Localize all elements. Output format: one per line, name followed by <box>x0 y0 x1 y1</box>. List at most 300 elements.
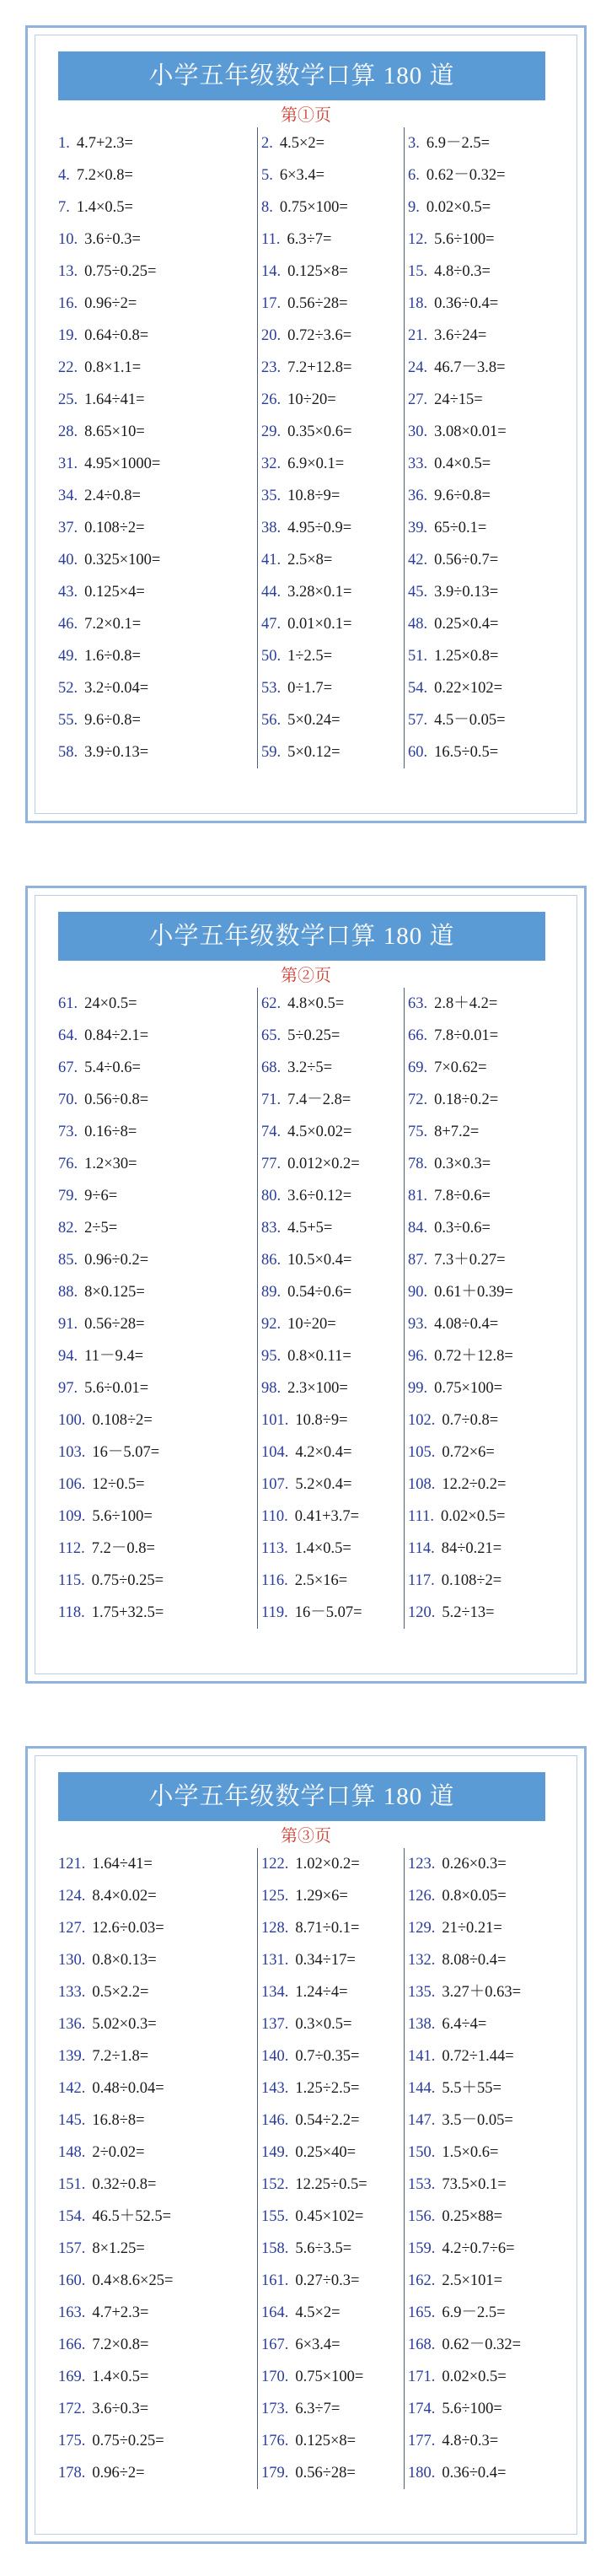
problem-item <box>58 2233 257 2265</box>
problem-number: 127. <box>58 1920 86 1937</box>
problem-item <box>261 224 404 256</box>
problem-item <box>408 320 545 352</box>
problem-expression: 7.2－0.8= <box>91 1540 155 1557</box>
problem-item <box>408 608 545 640</box>
problem-number: 35. <box>261 488 282 504</box>
problem-item <box>261 127 404 159</box>
problem-number: 27. <box>408 391 428 408</box>
problem-number: 156. <box>408 2208 436 2225</box>
problem-expression: 12÷0.5= <box>92 1476 145 1493</box>
problem-number: 32. <box>261 455 282 472</box>
problem-expression: 2.5×101= <box>442 2272 503 2289</box>
problem-number: 95. <box>261 1348 282 1365</box>
problem-item <box>261 1340 404 1372</box>
problem-expression: 0.3÷0.6= <box>434 1220 491 1237</box>
problem-column-2 <box>257 988 404 1629</box>
problem-expression: 6.4÷4= <box>442 2016 487 2033</box>
problem-item <box>261 1912 404 1944</box>
problem-number: 153. <box>408 2176 436 2193</box>
problem-item <box>261 1469 404 1501</box>
problem-item <box>261 2425 404 2457</box>
problem-expression: 1.5×0.6= <box>442 2144 499 2161</box>
problem-item <box>408 1372 545 1404</box>
problem-item <box>58 1340 257 1372</box>
problem-column-3 <box>404 1848 545 2489</box>
problem-item <box>58 288 257 320</box>
problem-number: 162. <box>408 2272 436 2289</box>
problem-number: 137. <box>261 2016 289 2033</box>
problem-item <box>58 1912 257 1944</box>
problem-number: 121. <box>58 1856 86 1873</box>
problem-number: 11. <box>261 231 281 248</box>
problem-item <box>408 2361 545 2393</box>
problem-expression: 10.8÷9= <box>287 488 341 504</box>
problem-expression: 4.8÷0.3= <box>442 2433 499 2449</box>
problem-number: 16. <box>58 295 78 312</box>
problem-item <box>408 1340 545 1372</box>
problem-expression: 8.08÷0.4= <box>442 1952 507 1969</box>
problem-number: 43. <box>58 584 78 601</box>
problem-number: 86. <box>261 1252 282 1269</box>
problem-expression: 6.9×0.1= <box>287 455 345 472</box>
problem-item <box>58 1404 257 1436</box>
problem-expression: 0.96÷2= <box>84 295 137 312</box>
problem-column-3 <box>404 988 545 1629</box>
problem-expression: 7.8÷0.01= <box>434 1027 499 1044</box>
problem-number: 145. <box>58 2112 86 2129</box>
problem-column-2 <box>257 127 404 768</box>
problem-number: 69. <box>408 1059 428 1076</box>
problem-number: 150. <box>408 2144 436 2161</box>
problem-number: 80. <box>261 1188 282 1204</box>
worksheet-page-2 <box>25 886 587 1684</box>
problem-number: 147. <box>408 2112 436 2129</box>
problem-expression: 1.29×6= <box>295 1888 348 1905</box>
problem-item <box>408 2072 545 2104</box>
problem-expression: 5.5＋55= <box>442 2080 501 2097</box>
problem-number: 104. <box>261 1444 289 1461</box>
problem-number: 46. <box>58 616 78 633</box>
problem-number: 85. <box>58 1252 78 1269</box>
problem-expression: 5×0.24= <box>287 712 341 729</box>
problem-expression: 4.5+5= <box>287 1220 333 1237</box>
problem-number: 148. <box>58 2144 86 2161</box>
problem-expression: 0.8×0.13= <box>92 1952 157 1969</box>
problem-item <box>261 320 404 352</box>
problem-expression: 6.9－2.5= <box>442 2304 506 2321</box>
problem-item <box>408 2457 545 2489</box>
problem-number: 168. <box>408 2336 436 2353</box>
problem-item <box>261 1020 404 1052</box>
problem-expression: 4.5×2= <box>295 2304 341 2321</box>
problem-number: 66. <box>408 1027 428 1044</box>
problem-item <box>58 1212 257 1244</box>
problem-expression: 0.72÷3.6= <box>287 327 352 344</box>
problem-expression: 5.6÷100= <box>434 231 495 248</box>
problem-number: 23. <box>261 359 282 376</box>
problem-expression: 3.5－0.05= <box>442 2112 513 2129</box>
problem-number: 126. <box>408 1888 436 1905</box>
problem-item <box>58 2457 257 2489</box>
problem-number: 176. <box>261 2433 289 2449</box>
problem-item <box>408 576 545 608</box>
problem-number: 76. <box>58 1156 78 1172</box>
problem-expression: 5.02×0.3= <box>92 2016 157 2033</box>
problem-expression: 7.2÷1.8= <box>92 2048 149 2065</box>
problem-expression: 0.8×1.1= <box>84 359 142 376</box>
problem-expression: 6.9－2.5= <box>426 135 491 152</box>
problem-item <box>58 2040 257 2072</box>
problem-expression: 0.02×0.5= <box>426 199 491 216</box>
problem-item <box>58 2297 257 2329</box>
problem-item <box>58 2361 257 2393</box>
problem-item <box>58 1533 257 1565</box>
problem-expression: 21÷0.21= <box>442 1920 502 1937</box>
problem-item <box>408 1404 545 1436</box>
problem-item <box>408 2201 545 2233</box>
problem-number: 42. <box>408 552 428 569</box>
problem-expression: 8×0.125= <box>84 1284 145 1301</box>
problem-expression: 0.8×0.11= <box>287 1348 351 1365</box>
problem-number: 55. <box>58 712 78 729</box>
problem-item <box>408 2265 545 2297</box>
problem-item <box>408 1084 545 1116</box>
problem-number: 165. <box>408 2304 436 2321</box>
problem-expression: 6×3.4= <box>279 167 325 184</box>
problem-item <box>408 384 545 416</box>
problem-number: 58. <box>58 744 78 761</box>
problem-number: 132. <box>408 1952 436 1969</box>
problem-number: 13. <box>58 263 78 280</box>
problem-number: 116. <box>261 1572 288 1589</box>
problem-item <box>261 288 404 320</box>
problem-expression: 0.4×8.6×25= <box>92 2272 174 2289</box>
problem-expression: 10.8÷9= <box>295 1412 348 1429</box>
problem-expression: 0.56÷0.7= <box>434 552 499 569</box>
problem-number: 6. <box>408 167 420 184</box>
problem-expression: 0.56÷28= <box>295 2465 356 2482</box>
problem-item <box>58 2169 257 2201</box>
problem-expression: 1.6÷0.8= <box>84 648 141 665</box>
problem-number: 108. <box>408 1476 436 1493</box>
problem-item <box>408 191 545 224</box>
problem-item <box>261 1116 404 1148</box>
problem-expression: 0.108÷2= <box>84 520 145 536</box>
problem-item <box>408 2040 545 2072</box>
problem-item <box>261 384 404 416</box>
problem-expression: 5×0.12= <box>287 744 341 761</box>
problem-number: 171. <box>408 2369 436 2385</box>
problem-expression: 0.02×0.5= <box>441 1508 506 1525</box>
problem-item <box>261 640 404 672</box>
page-title: 小学五年级数学口算 180 道 <box>58 912 545 961</box>
problem-expression: 0.72＋12.8= <box>434 1348 513 1365</box>
problem-expression: 0.325×100= <box>84 552 161 569</box>
problem-number: 88. <box>58 1284 78 1301</box>
problem-number: 34. <box>58 488 78 504</box>
problem-expression: 5.2×0.4= <box>295 1476 352 1493</box>
problem-expression: 2.8＋4.2= <box>434 995 498 1012</box>
problem-number: 102. <box>408 1412 436 1429</box>
problem-number: 22. <box>58 359 78 376</box>
problem-expression: 5.6÷0.01= <box>84 1380 149 1397</box>
problem-item <box>261 1436 404 1469</box>
problem-expression: 0.125×4= <box>84 584 145 601</box>
problem-expression: 3.28×0.1= <box>287 584 352 601</box>
problem-number: 61. <box>58 995 78 1012</box>
problem-expression: 0.35×0.6= <box>287 423 352 440</box>
problem-item <box>261 256 404 288</box>
problem-number: 57. <box>408 712 428 729</box>
problem-number: 151. <box>58 2176 86 2193</box>
problem-item <box>58 2393 257 2425</box>
problem-expression: 4.7+2.3= <box>92 2304 149 2321</box>
problem-item <box>408 1052 545 1084</box>
problem-expression: 5.6÷100= <box>442 2401 502 2417</box>
problem-expression: 0.3×0.5= <box>295 2016 352 2033</box>
problem-expression: 1.4×0.5= <box>76 199 133 216</box>
problem-item <box>58 159 257 191</box>
problem-expression: 7.2+12.8= <box>287 359 352 376</box>
problem-item <box>408 736 545 768</box>
problem-number: 10. <box>58 231 78 248</box>
problem-expression: 7.2×0.8= <box>76 167 133 184</box>
problem-expression: 73.5×0.1= <box>442 2176 507 2193</box>
problem-expression: 0.7÷0.8= <box>442 1412 499 1429</box>
problem-item <box>408 2104 545 2137</box>
problem-expression: 65÷0.1= <box>434 520 487 536</box>
problem-expression: 0.8×0.05= <box>442 1888 507 1905</box>
problem-column-1 <box>58 1848 257 2489</box>
problem-item <box>261 1244 404 1276</box>
problem-number: 123. <box>408 1856 436 1873</box>
problem-expression: 46.7－3.8= <box>434 359 506 376</box>
problem-item <box>408 256 545 288</box>
problem-number: 139. <box>58 2048 86 2065</box>
problem-item <box>58 1944 257 1976</box>
problem-item <box>408 544 545 576</box>
problem-expression: 2.3×100= <box>287 1380 348 1397</box>
problem-number: 60. <box>408 744 428 761</box>
problem-number: 7. <box>58 199 70 216</box>
problem-number: 110. <box>261 1508 288 1525</box>
problem-expression: 7.3＋0.27= <box>434 1252 506 1269</box>
problem-number: 99. <box>408 1380 428 1397</box>
problem-number: 106. <box>58 1476 86 1493</box>
problem-expression: 6.3÷7= <box>295 2401 341 2417</box>
problem-number: 135. <box>408 1984 436 2001</box>
problem-expression: 4.08÷0.4= <box>434 1316 499 1333</box>
problem-item <box>408 1501 545 1533</box>
problem-number: 130. <box>58 1952 86 1969</box>
problem-expression: 5.6÷100= <box>92 1508 153 1525</box>
problem-number: 52. <box>58 680 78 697</box>
problem-expression: 0.84÷2.1= <box>84 1027 149 1044</box>
problem-item <box>58 1244 257 1276</box>
problem-item <box>261 1848 404 1880</box>
problem-item <box>408 2233 545 2265</box>
problem-item <box>408 288 545 320</box>
problem-item <box>261 352 404 384</box>
problem-number: 56. <box>261 712 282 729</box>
problem-expression: 1.25×0.8= <box>434 648 499 665</box>
problem-expression: 1.02×0.2= <box>295 1856 360 1873</box>
problem-number: 82. <box>58 1220 78 1237</box>
problem-expression: 1÷2.5= <box>287 648 333 665</box>
problem-expression: 4.2×0.4= <box>295 1444 352 1461</box>
problem-item <box>261 1501 404 1533</box>
problem-item <box>408 1244 545 1276</box>
problem-expression: 0.25×40= <box>295 2144 357 2161</box>
problem-expression: 16－5.07= <box>294 1604 362 1621</box>
problem-item <box>261 576 404 608</box>
problem-number: 125. <box>261 1888 289 1905</box>
problem-expression: 46.5＋52.5= <box>92 2208 172 2225</box>
problem-item <box>261 2329 404 2361</box>
problem-number: 3. <box>408 135 420 152</box>
problem-expression: 3.9÷0.13= <box>434 584 499 601</box>
problem-item <box>58 1565 257 1597</box>
problem-expression: 0.56÷28= <box>84 1316 145 1333</box>
problem-expression: 3.2÷0.04= <box>84 680 149 697</box>
problem-item <box>58 1436 257 1469</box>
problem-number: 9. <box>408 199 420 216</box>
problem-expression: 0.64÷0.8= <box>84 327 149 344</box>
problem-item <box>261 2393 404 2425</box>
problem-item <box>408 2425 545 2457</box>
problem-item <box>58 2104 257 2137</box>
problem-expression: 2÷5= <box>84 1220 118 1237</box>
problem-item <box>58 2201 257 2233</box>
problem-number: 19. <box>58 327 78 344</box>
problem-number: 37. <box>58 520 78 536</box>
problem-number: 33. <box>408 455 428 472</box>
problem-item <box>58 2329 257 2361</box>
problem-number: 131. <box>261 1952 289 1969</box>
problem-item <box>58 1180 257 1212</box>
problem-item <box>261 416 404 448</box>
problem-number: 2. <box>261 135 273 152</box>
problem-number: 54. <box>408 680 428 697</box>
problem-number: 144. <box>408 2080 436 2097</box>
problem-number: 49. <box>58 648 78 665</box>
problem-expression: 0.108÷2= <box>92 1412 153 1429</box>
problem-item <box>408 2169 545 2201</box>
problem-item <box>261 2008 404 2040</box>
problem-item <box>261 1084 404 1116</box>
problem-item <box>408 2297 545 2329</box>
problem-item <box>408 1976 545 2008</box>
problem-number: 59. <box>261 744 282 761</box>
problem-expression: 0.72÷1.44= <box>442 2048 514 2065</box>
problem-number: 14. <box>261 263 282 280</box>
problem-number: 67. <box>58 1059 78 1076</box>
problem-item <box>261 1976 404 2008</box>
problem-item <box>58 640 257 672</box>
problem-number: 1. <box>58 135 70 152</box>
problem-number: 15. <box>408 263 428 280</box>
problem-item <box>58 1116 257 1148</box>
problem-item <box>58 1148 257 1180</box>
problem-item <box>58 384 257 416</box>
problem-item <box>58 988 257 1020</box>
problem-item <box>58 256 257 288</box>
problem-expression: 5.2÷13= <box>442 1604 495 1621</box>
problem-number: 47. <box>261 616 282 633</box>
problem-item <box>408 1116 545 1148</box>
problem-number: 136. <box>58 2016 86 2033</box>
problem-item <box>408 1944 545 1976</box>
problem-item <box>58 191 257 224</box>
problem-expression: 0.75×100= <box>279 199 348 216</box>
problem-item <box>261 2040 404 2072</box>
problem-item <box>261 1372 404 1404</box>
problem-item <box>408 480 545 512</box>
problem-item <box>408 2393 545 2425</box>
problem-item <box>408 416 545 448</box>
page-subtitle: 第③页 <box>281 1827 331 1846</box>
problem-number: 143. <box>261 2080 289 2097</box>
problem-number: 12. <box>408 231 428 248</box>
problem-number: 36. <box>408 488 428 504</box>
problem-number: 26. <box>261 391 282 408</box>
problem-expression: 1.4×0.5= <box>294 1540 351 1557</box>
problem-number: 18. <box>408 295 428 312</box>
problem-expression: 0.27÷0.3= <box>295 2272 360 2289</box>
problem-number: 74. <box>261 1124 282 1140</box>
problem-number: 91. <box>58 1316 78 1333</box>
problem-expression: 0.75÷0.25= <box>84 263 157 280</box>
problem-number: 170. <box>261 2369 289 2385</box>
problem-expression: 4.7+2.3= <box>76 135 133 152</box>
problem-item <box>261 1880 404 1912</box>
problem-expression: 0.7÷0.35= <box>295 2048 360 2065</box>
problem-number: 21. <box>408 327 428 344</box>
problem-number: 45. <box>408 584 428 601</box>
problem-number: 159. <box>408 2240 436 2257</box>
problem-item <box>58 127 257 159</box>
problem-number: 117. <box>408 1572 435 1589</box>
problem-number: 154. <box>58 2208 86 2225</box>
problem-expression: 4.8÷0.3= <box>434 263 491 280</box>
problem-item <box>408 1880 545 1912</box>
problem-grid <box>58 1848 545 2489</box>
problem-expression: 7.2×0.8= <box>92 2336 149 2353</box>
problem-number: 62. <box>261 995 282 1012</box>
problem-expression: 3.27＋0.63= <box>442 1984 522 2001</box>
problem-item <box>261 2104 404 2137</box>
problem-number: 77. <box>261 1156 282 1172</box>
worksheet-page-1 <box>25 25 587 823</box>
problem-item <box>261 159 404 191</box>
problem-number: 146. <box>261 2112 289 2129</box>
problem-number: 167. <box>261 2336 289 2353</box>
problem-number: 152. <box>261 2176 289 2193</box>
problem-expression: 0.36÷0.4= <box>442 2465 507 2482</box>
problem-expression: 10÷20= <box>287 1316 336 1333</box>
problem-expression: 4.5－0.05= <box>434 712 506 729</box>
problem-expression: 9.6÷0.8= <box>84 712 141 729</box>
problem-item <box>58 2137 257 2169</box>
problem-number: 81. <box>408 1188 428 1204</box>
problem-item <box>408 1308 545 1340</box>
problem-item <box>408 1276 545 1308</box>
problem-item <box>58 1848 257 1880</box>
problem-item <box>261 608 404 640</box>
problem-item <box>261 2457 404 2489</box>
problem-number: 17. <box>261 295 282 312</box>
problem-expression: 0.01×0.1= <box>287 616 352 633</box>
